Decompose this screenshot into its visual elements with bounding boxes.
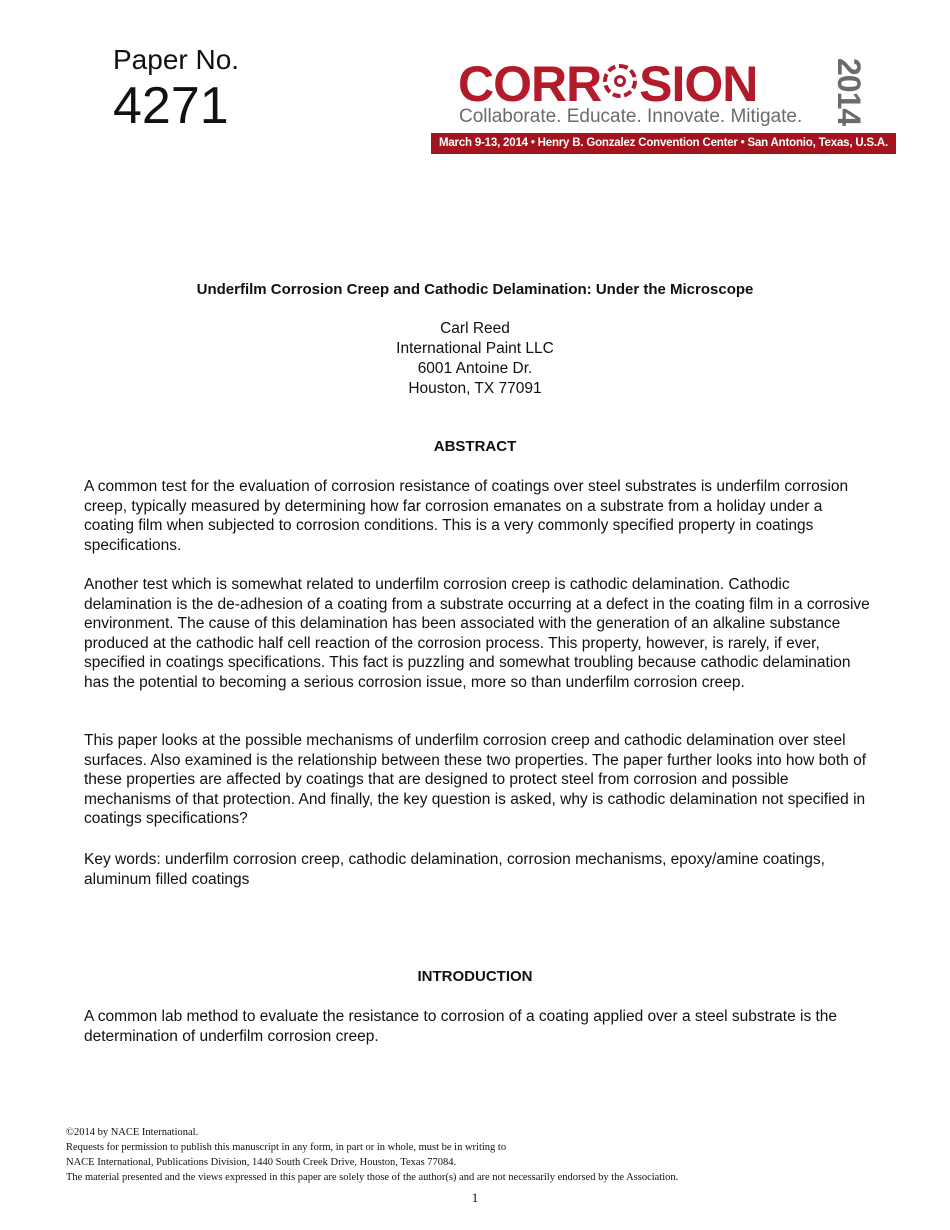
paper-title: Underfilm Corrosion Creep and Cathodic Delamination: Under the Microscope xyxy=(196,281,754,298)
abstract-heading: ABSTRACT xyxy=(433,438,517,455)
introduction-heading: INTRODUCTION xyxy=(417,968,533,985)
corrosion-2014-logo xyxy=(431,58,896,154)
abstract-paragraph-1: A common test for the evaluation of corrosion resistance of coatings over steel substrates is underfilm corrosion creep, typically measured by determining how far corrosion emanates on a substrate from a holiday under a coating film when subjected to corrosion conditions. This is a very commonly specified property in coatings specifications. xyxy=(84,478,849,554)
footer-line: ©2014 by NACE International. xyxy=(66,1127,199,1138)
footer-line: The material presented and the views expressed in this paper are solely those of the author(s) and are not necessarily endorsed by the Association. xyxy=(66,1172,679,1183)
abstract-paragraph-3: This paper looks at the possible mechanisms of underfilm corrosion creep and cathodic delamination over steel surfaces. Also examined is the relationship between these two properties. The paper further looks into how both of these properties are affected by coatings that are designed to protect steel from corrosion and possible mechanisms of that protection. And finally, the key question is asked, why is cathodic delamination not specified in coatings specifications? xyxy=(84,732,867,827)
keywords-paragraph: Key words: underfilm corrosion creep, cathodic delamination, corrosion mechanisms, epoxy/amine coatings, aluminum filled coatings xyxy=(84,851,825,888)
logo-ring-icon xyxy=(603,64,637,98)
copyright-footer xyxy=(66,1125,906,1185)
introduction-paragraph-1: A common lab method to evaluate the resistance to corrosion of a coating applied over a steel substrate is the determination of underfilm corrosion creep. xyxy=(84,1008,838,1045)
logo-wordmark: CORR SION xyxy=(458,56,758,112)
author-block xyxy=(0,319,950,399)
abstract-paragraph-2: Another test which is somewhat related to underfilm corrosion creep is cathodic delamination. Cathodic delamination is the de-adhesion of a coating from a substrate occurring at a defect in the coating film in a corrosive environment. The cause of this delamination has been associated with the generation of an alkaline substance produced at the cathodic half cell reaction of the corrosion process. This property, however, is rarely, if ever, specified in coatings specifications. This fact is puzzling and somewhat troubling because cathodic delamination has the potential to becoming a serious corrosion issue, more so than underfilm corrosion creep. xyxy=(84,576,870,691)
paper-number: 4271 xyxy=(113,77,229,135)
logo-year: 2014 xyxy=(831,58,867,126)
logo-tagline: Collaborate. Educate. Innovate. Mitigate. xyxy=(459,106,803,127)
page-number: 1 xyxy=(471,1190,479,1205)
footer-line: NACE International, Publications Division, 1440 South Creek Drive, Houston, Texas 77084. xyxy=(66,1157,457,1168)
author-city: Houston, TX 77091 xyxy=(408,380,542,397)
author-organization: International Paint LLC xyxy=(396,340,554,357)
conference-banner: March 9-13, 2014 • Henry B. Gonzalez Convention Center • San Antonio, Texas, U.S.A. xyxy=(431,133,896,154)
footer-line: Requests for permission to publish this manuscript in any form, in part or in whole, must be in writing to xyxy=(66,1142,507,1153)
author-name: Carl Reed xyxy=(440,320,510,337)
paper-number-label: Paper No. xyxy=(113,44,240,75)
author-street: 6001 Antoine Dr. xyxy=(417,360,533,377)
